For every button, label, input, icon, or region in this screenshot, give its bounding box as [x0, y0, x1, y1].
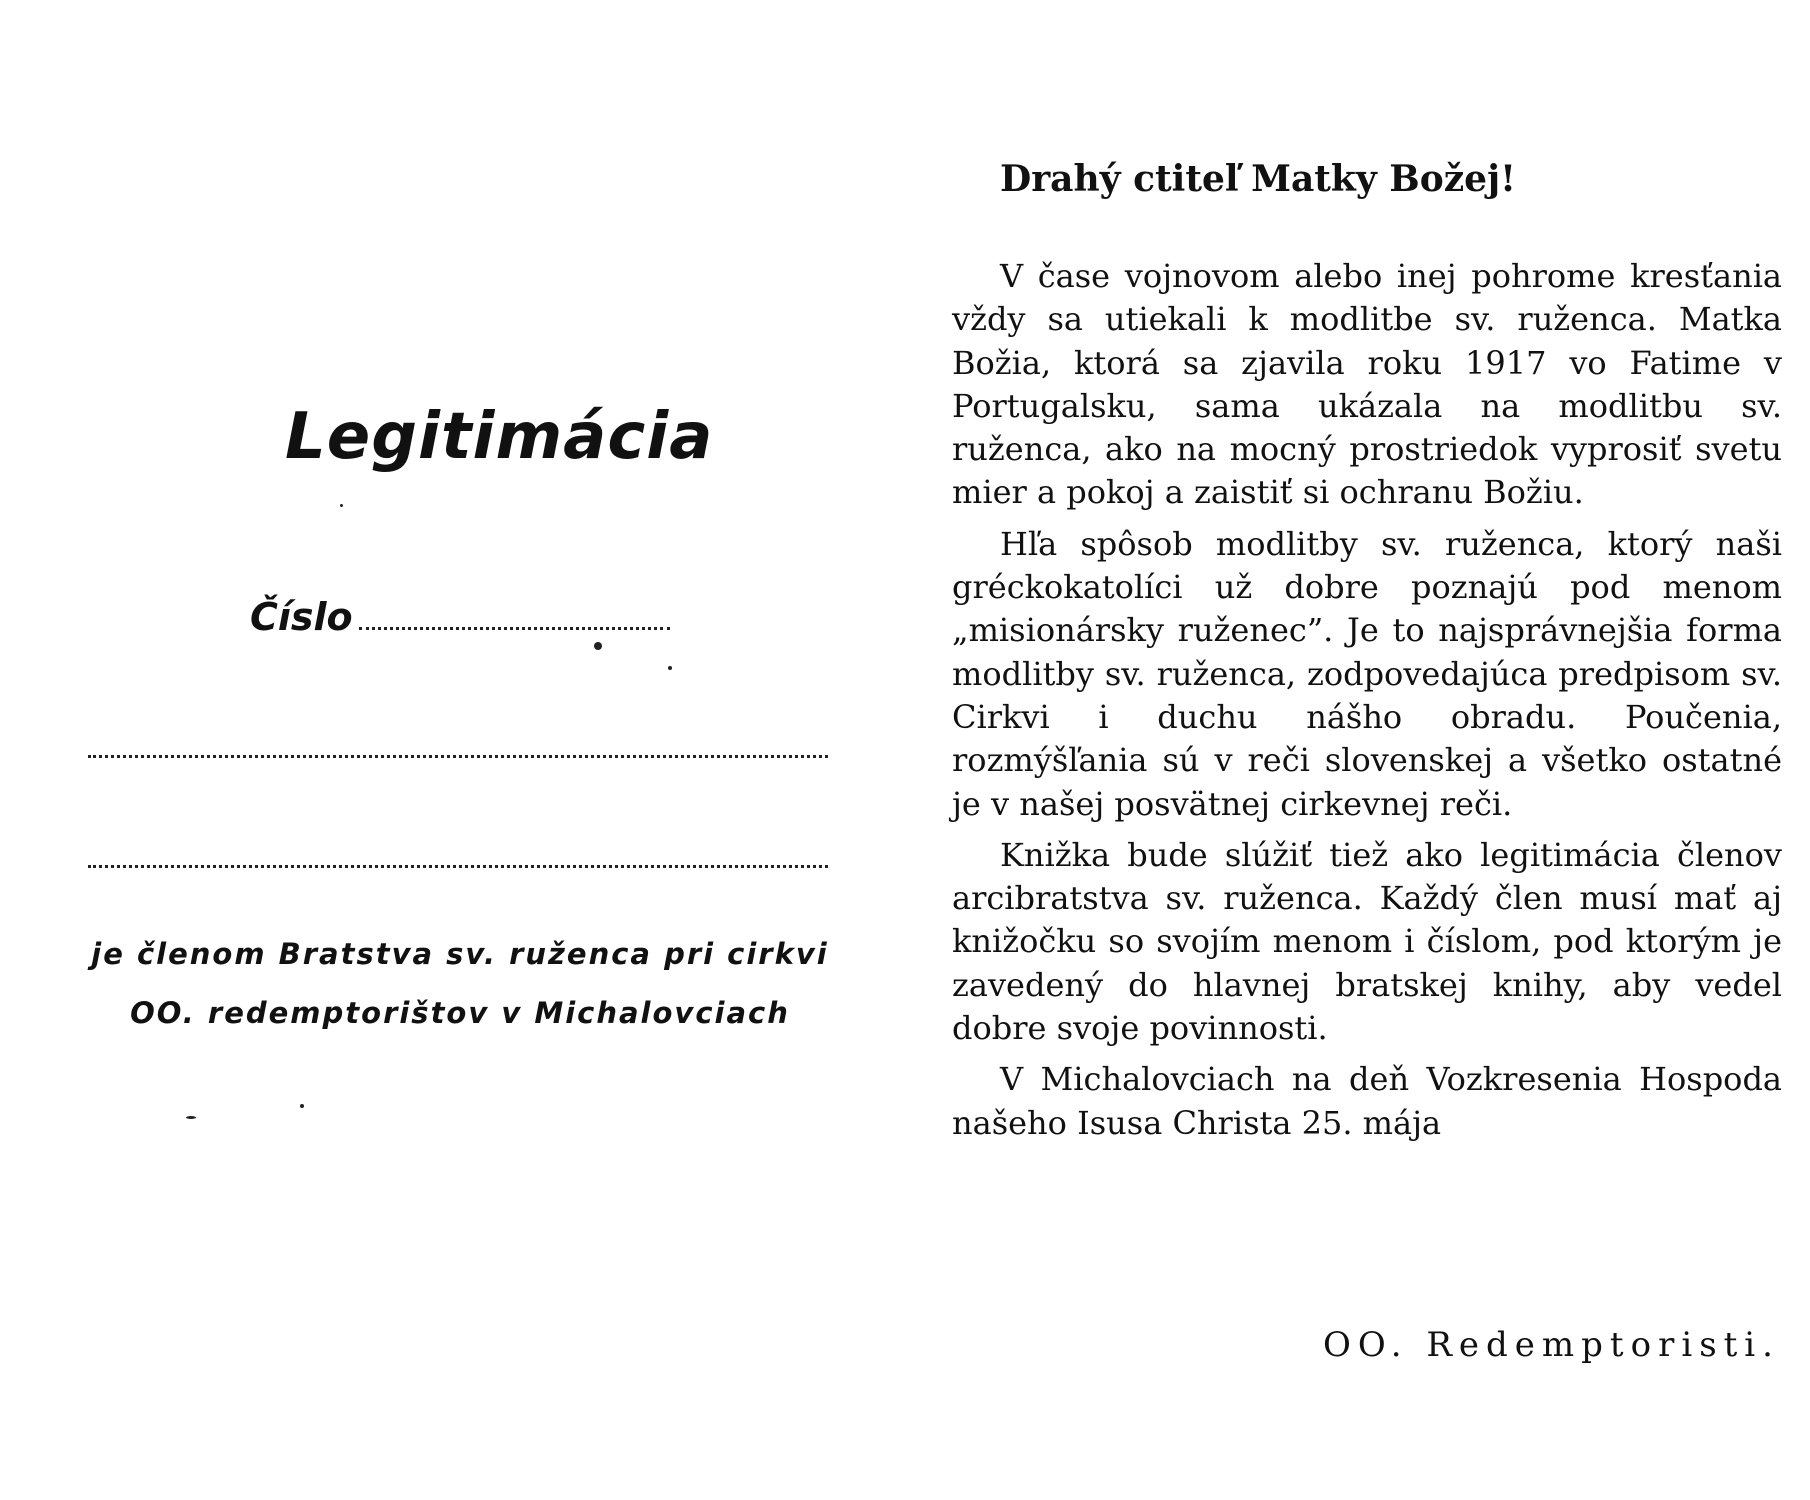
letter-paragraph: Knižka bude slúžiť tiež ako legitimácia členov arcibratstva sv. ruženca. Každý člen musí mať aj knižočku so svojím menom i číslom, pod ktorým je zavedený do hlavnej bratskej knihy, aby vedel dobre svoje povinnosti. [952, 835, 1782, 1048]
number-fill-line [359, 601, 670, 630]
name-fill-line [88, 755, 828, 758]
letter-signature: OO. Redemptoristi. [1322, 1325, 1780, 1365]
left-page-card [0, 0, 900, 1500]
number-label: Číslo [250, 595, 353, 639]
ink-speck [340, 504, 343, 507]
membership-line-1: je členom Bratstva sv. ruženca pri cirkvi [91, 937, 829, 971]
letter-body [952, 255, 1782, 1153]
membership-statement [80, 925, 840, 1043]
ink-speck [594, 642, 602, 650]
address-fill-line [88, 865, 828, 868]
letter-greeting: Drahý ctiteľ Matky Božej! [1000, 158, 1516, 200]
letter-paragraph: V Michalovciach na deň Vozkresenia Hospoda našeho Isusa Christa 25. mája [952, 1060, 1782, 1142]
letter-paragraph: Hľa spôsob modlitby sv. ruženca, ktorý naši gréckokatolíci už dobre poznajú pod menom „misionársky ruženec”. Je to najsprávnejšia forma modlitby sv. ruženca, zodpovedajúca predpisom sv. Cirkvi i duchu nášho obradu. Poučenia, rozmýšľania sú v reči slovenskej a všetko ostatné je v našej posvätnej cirkevnej reči. [952, 524, 1782, 823]
ink-speck [186, 1116, 196, 1119]
card-title: Legitimácia [285, 400, 714, 474]
membership-line-2: OO. redemptorištov v Michalovciach [130, 996, 790, 1030]
number-field-row [250, 595, 670, 639]
letter-paragraph: V čase vojnovom alebo inej pohrome kresťania vždy sa utiekali k modlitbe sv. ruženca. Matka Božia, ktorá sa zjavila roku 1917 vo Fatime v Portugalsku, sama ukázala na modlitbu sv. ruženca, ako na mocný prostriedok vyprosiť svetu mier a pokoj a zaistiť si ochranu Božiu. [952, 257, 1782, 512]
ink-speck [300, 1104, 304, 1108]
ink-speck [668, 666, 672, 670]
